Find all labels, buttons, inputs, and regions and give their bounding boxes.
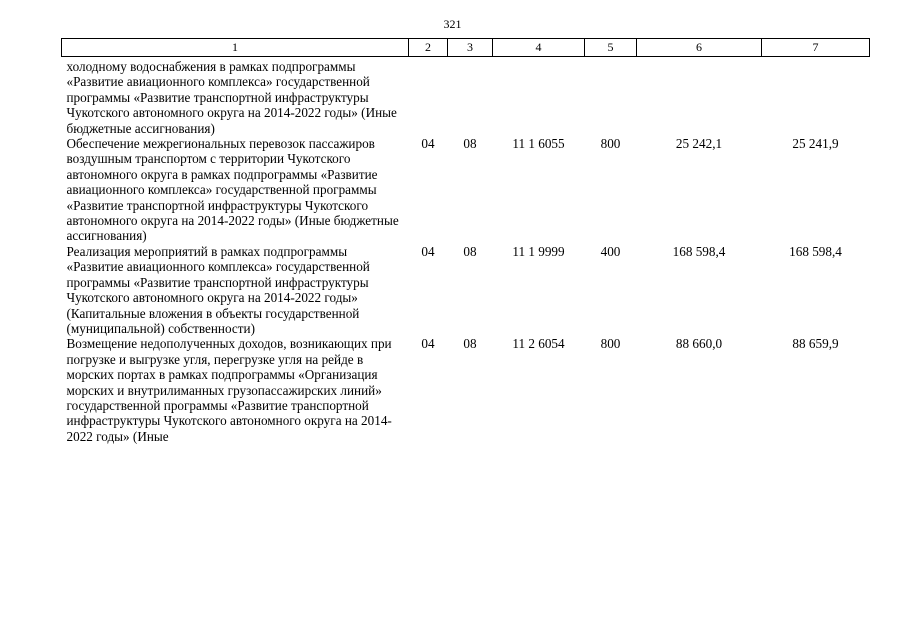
row-section: 04 <box>421 243 435 259</box>
table-row <box>62 57 870 137</box>
row-amount-executed <box>762 57 870 137</box>
column-header-5: 5 <box>585 39 637 57</box>
row-amount-executed: 88 659,9 <box>792 336 839 352</box>
column-header-7: 7 <box>762 39 870 57</box>
row-amount-approved: 88 660,0 <box>675 336 723 352</box>
row-target-article <box>493 57 585 137</box>
row-section: 04 <box>421 136 435 152</box>
row-expense-type: 800 <box>600 336 621 352</box>
column-number-header-row <box>62 39 870 57</box>
row-target-article: 11 2 6054 <box>512 336 565 352</box>
table-row <box>62 136 870 244</box>
row-subsection <box>448 57 493 137</box>
column-header-1: 1 <box>62 39 409 57</box>
column-header-3: 3 <box>448 39 493 57</box>
row-subsection: 08 <box>463 136 477 152</box>
row-expense-type: 800 <box>600 136 621 152</box>
row-description: холодному водоснабжения в рамках подпрограммы «Развитие авиационного комплекса» государственной программы «Развитие транспортной инфраструктуры Чукотского автономного округа на 2014-2022 годы» (Иные бюджетные ассигнования) <box>66 59 397 136</box>
table-row <box>62 336 870 444</box>
row-description: Реализация мероприятий в рамках подпрограммы «Развитие авиационного комплекса» государственной программы «Развитие транспортной инфраструктуры Чукотского автономного округа на 2014-2022 годы» (Капитальные вложения в объекты государственной (муниципальной) собственности) <box>66 243 370 336</box>
row-expense-type <box>585 57 637 137</box>
budget-table <box>61 38 870 444</box>
row-expense-type: 400 <box>600 243 621 259</box>
row-subsection: 08 <box>463 336 477 352</box>
column-header-4: 4 <box>493 39 585 57</box>
row-section: 04 <box>421 336 435 352</box>
row-amount-executed: 25 241,9 <box>792 136 839 152</box>
row-target-article: 11 1 9999 <box>512 243 565 259</box>
row-description: Обеспечение межрегиональных перевозок пассажиров воздушным транспортом с территории Чукотского автономного округа в рамках подпрограммы «Развитие авиационного комплекса» государственной программы «Развитие транспортной инфраструктуры Чукотского автономного округа на 2014-2022 годы» (Иные бюджетные ассигнования) <box>66 136 399 244</box>
row-subsection: 08 <box>463 243 477 259</box>
column-header-6: 6 <box>637 39 762 57</box>
row-description: Возмещение недополученных доходов, возникающих при погрузке и выгрузке угля, перегрузке угля на рейде в морских портах в рамках подпрограммы «Организация морских и внутрилиманных грузопассажирских линий» государственной программы «Развитие транспортной инфраструктуры Чукотского автономного округа на 2014-2022 годы» (Иные <box>66 336 392 444</box>
column-header-2: 2 <box>409 39 448 57</box>
row-section <box>409 57 448 137</box>
row-target-article: 11 1 6055 <box>512 136 565 152</box>
page-number: 321 <box>443 17 462 31</box>
table-row <box>62 244 870 336</box>
row-amount-approved: 168 598,4 <box>672 243 726 259</box>
row-amount-approved: 25 242,1 <box>675 136 723 152</box>
row-amount-approved <box>637 57 762 137</box>
row-amount-executed: 168 598,4 <box>789 243 842 259</box>
